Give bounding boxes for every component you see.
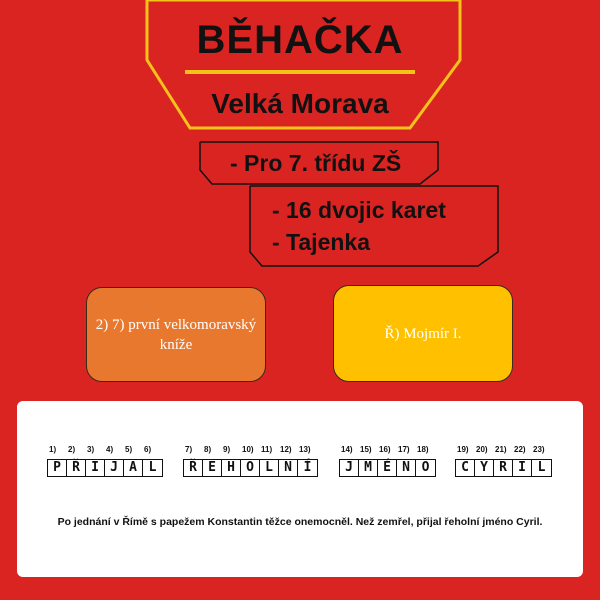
- puzzle-letter-box[interactable]: N: [279, 460, 298, 476]
- puzzle-letter-box[interactable]: R: [494, 460, 513, 476]
- puzzle-numbers: [183, 445, 316, 459]
- page-subtitle: Velká Morava: [211, 88, 389, 119]
- puzzle-number: 18): [417, 445, 429, 454]
- puzzle-numbers: [455, 445, 550, 459]
- card-answer[interactable]: Ř) Mojmír I.: [333, 285, 513, 382]
- puzzle-number: 6): [144, 445, 152, 454]
- puzzle-number: 15): [360, 445, 372, 454]
- puzzle-number: 21): [495, 445, 507, 454]
- puzzle-word: [183, 445, 318, 477]
- puzzle-number: 23): [533, 445, 545, 454]
- puzzle-number: 9): [223, 445, 231, 454]
- page-title: BĚHAČKA: [196, 18, 404, 62]
- puzzle-letter-box[interactable]: P: [48, 460, 67, 476]
- puzzle-number: 12): [280, 445, 292, 454]
- puzzle-word: [339, 445, 436, 477]
- puzzle-number: 10): [242, 445, 254, 454]
- puzzle-letter-box[interactable]: I: [86, 460, 105, 476]
- puzzle-number: 14): [341, 445, 353, 454]
- puzzle-word: [455, 445, 552, 477]
- puzzle-numbers: [47, 445, 161, 459]
- puzzle-number: 13): [299, 445, 311, 454]
- puzzle-letter-box[interactable]: J: [340, 460, 359, 476]
- puzzle-number: 5): [125, 445, 133, 454]
- puzzle-number: 4): [106, 445, 114, 454]
- puzzle-numbers: [339, 445, 434, 459]
- puzzle-letter-box[interactable]: Ř: [184, 460, 203, 476]
- tag-cards: - 16 dvojic karet: [272, 197, 446, 223]
- puzzle-number: 1): [49, 445, 57, 454]
- puzzle-boxes: [455, 459, 552, 477]
- puzzle-letter-box[interactable]: L: [537, 460, 546, 475]
- puzzle-letter-box[interactable]: E: [203, 460, 222, 476]
- puzzle-number: 19): [457, 445, 469, 454]
- puzzle-boxes: [47, 459, 163, 477]
- puzzle-number: 20): [476, 445, 488, 454]
- puzzle-number: 8): [204, 445, 212, 454]
- puzzle-letter-box[interactable]: Y: [475, 460, 494, 476]
- puzzle-letter-box[interactable]: O: [241, 460, 260, 476]
- puzzle-number: 3): [87, 445, 95, 454]
- puzzle-letter-box[interactable]: L: [260, 460, 279, 476]
- puzzle-caption: Po jednání v Římě s papežem Konstantin těžce onemocněl. Než zemřel, přijal řeholní jméno Cyril.: [57, 516, 543, 528]
- puzzle-letter-box[interactable]: L: [148, 460, 157, 475]
- puzzle-panel: [17, 401, 583, 577]
- puzzle-letter-box[interactable]: A: [124, 460, 143, 476]
- tag-grade: - Pro 7. třídu ZŠ: [230, 150, 402, 176]
- puzzle-letter-box[interactable]: J: [105, 460, 124, 476]
- card-question[interactable]: 2) 7) první velkomoravský kníže: [86, 287, 266, 382]
- puzzle-letter-box[interactable]: Ř: [67, 460, 86, 476]
- puzzle-letter-box[interactable]: O: [421, 460, 430, 475]
- puzzle-letter-box[interactable]: Í: [303, 460, 312, 475]
- puzzle-letter-box[interactable]: I: [513, 460, 532, 476]
- puzzle-letter-box[interactable]: H: [222, 460, 241, 476]
- puzzle-letter-box[interactable]: M: [359, 460, 378, 476]
- puzzle-boxes: [339, 459, 436, 477]
- tag-contents: [272, 194, 446, 258]
- puzzle-number: 16): [379, 445, 391, 454]
- tag-puzzle: - Tajenka: [272, 229, 370, 255]
- puzzle-number: 17): [398, 445, 410, 454]
- puzzle-letter-box[interactable]: N: [397, 460, 416, 476]
- puzzle-boxes: [183, 459, 318, 477]
- puzzle-word: [47, 445, 163, 477]
- puzzle-letter-box[interactable]: C: [456, 460, 475, 476]
- puzzle-number: 11): [261, 445, 273, 454]
- puzzle-number: 2): [68, 445, 76, 454]
- puzzle-number: 7): [185, 445, 193, 454]
- puzzle-letter-box[interactable]: É: [378, 460, 397, 476]
- puzzle-number: 22): [514, 445, 526, 454]
